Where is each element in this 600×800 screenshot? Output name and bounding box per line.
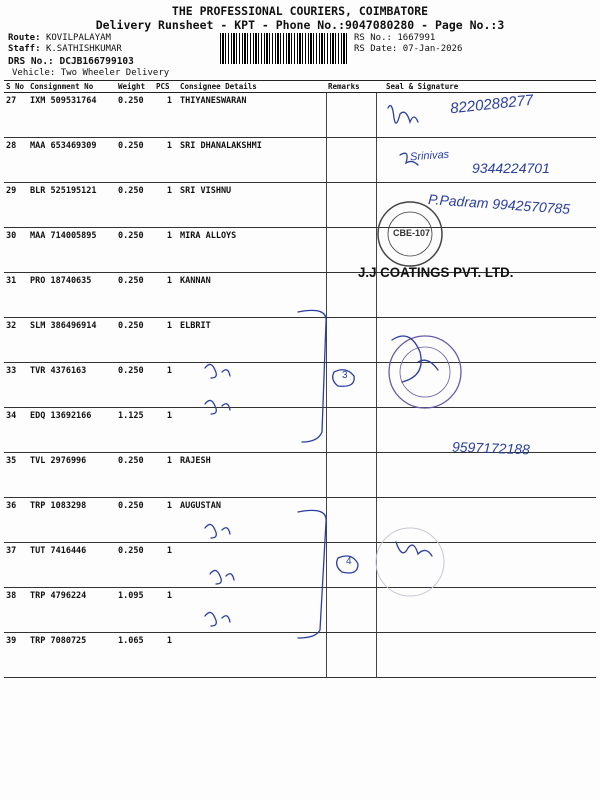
row-sno: 38 xyxy=(4,588,28,633)
rs-date-value: 07-Jan-2026 xyxy=(402,44,463,54)
row-sno: 31 xyxy=(4,273,28,318)
col-remarks: Remarks xyxy=(326,81,376,93)
row-weight: 1.065 xyxy=(116,633,154,678)
row-weight: 0.250 xyxy=(116,273,154,318)
barcode xyxy=(220,33,348,64)
row-pcs: 1 xyxy=(154,453,178,498)
row-sno: 34 xyxy=(4,408,28,453)
vehicle-label: Vehicle: xyxy=(12,68,56,78)
row-pcs: 1 xyxy=(154,318,178,363)
row-consignment: TRP 1083298 xyxy=(28,498,116,543)
row-remarks xyxy=(326,588,376,633)
rs-no-line xyxy=(354,33,435,44)
drs-label: DRS No.: xyxy=(8,56,54,67)
row-sno: 35 xyxy=(4,453,28,498)
row-remarks xyxy=(326,633,376,678)
row-pcs: 1 xyxy=(154,183,178,228)
row-remarks xyxy=(326,183,376,228)
staff-line xyxy=(8,44,122,55)
row-signature xyxy=(376,588,596,633)
row-weight: 0.250 xyxy=(116,543,154,588)
drs-value: DCJB166799103 xyxy=(59,56,134,67)
remark-number-4: 4 xyxy=(346,556,352,567)
table-row xyxy=(4,633,596,678)
row-remarks xyxy=(326,363,376,408)
row-pcs: 1 xyxy=(154,273,178,318)
row-signature xyxy=(376,543,596,588)
row-signature xyxy=(376,363,596,408)
row-pcs: 1 xyxy=(154,633,178,678)
row-sno: 27 xyxy=(4,93,28,138)
table-header xyxy=(4,81,596,93)
table-row xyxy=(4,363,596,408)
stamp-code: CBE-107 xyxy=(393,228,431,238)
handwritten-phone-4: 9597172188 xyxy=(451,438,531,458)
table-row xyxy=(4,588,596,633)
row-weight: 0.250 xyxy=(116,318,154,363)
row-weight: 0.250 xyxy=(116,498,154,543)
row-weight: 1.095 xyxy=(116,588,154,633)
vehicle-line xyxy=(12,68,169,79)
row-weight: 0.250 xyxy=(116,183,154,228)
route-label: Route: xyxy=(8,33,41,43)
row-consignee xyxy=(178,543,326,588)
row-weight: 0.250 xyxy=(116,363,154,408)
row-pcs: 1 xyxy=(154,588,178,633)
col-consignee: Consignee Details xyxy=(178,81,326,93)
row-consignment: MAA 653469309 xyxy=(28,138,116,183)
col-weight: Weight xyxy=(116,81,154,93)
row-consignee: SRI DHANALAKSHMI xyxy=(178,138,326,183)
rs-date-label: RS Date: xyxy=(354,44,398,54)
row-consignee: AUGUSTAN xyxy=(178,498,326,543)
row-consignment: TRP 7080725 xyxy=(28,633,116,678)
col-sno: S No xyxy=(4,81,28,93)
row-signature xyxy=(376,633,596,678)
row-consignment: IXM 509531764 xyxy=(28,93,116,138)
table-row xyxy=(4,318,596,363)
rs-date-line xyxy=(354,44,462,55)
row-weight: 0.250 xyxy=(116,228,154,273)
row-consignee: ELBRIT xyxy=(178,318,326,363)
row-sno: 36 xyxy=(4,498,28,543)
row-pcs: 1 xyxy=(154,363,178,408)
row-consignment: TUT 7416446 xyxy=(28,543,116,588)
col-consignment: Consignment No xyxy=(28,81,116,93)
row-sno: 32 xyxy=(4,318,28,363)
row-consignee xyxy=(178,633,326,678)
row-pcs: 1 xyxy=(154,498,178,543)
table-row xyxy=(4,498,596,543)
row-weight: 0.250 xyxy=(116,93,154,138)
row-consignment: TRP 4796224 xyxy=(28,588,116,633)
row-consignee xyxy=(178,363,326,408)
row-remarks xyxy=(326,93,376,138)
handwritten-phone-2: 9344224701 xyxy=(472,160,550,176)
row-pcs: 1 xyxy=(154,543,178,588)
row-weight: 0.250 xyxy=(116,138,154,183)
row-consignee: SRI VISHNU xyxy=(178,183,326,228)
row-sno: 30 xyxy=(4,228,28,273)
row-remarks xyxy=(326,318,376,363)
staff-label: Staff: xyxy=(8,44,41,54)
col-pcs: PCS xyxy=(154,81,178,93)
row-weight: 0.250 xyxy=(116,453,154,498)
row-weight: 1.125 xyxy=(116,408,154,453)
row-remarks xyxy=(326,408,376,453)
company-stamp: J.J COATINGS PVT. LTD. xyxy=(358,264,514,280)
runsheet-subtitle: Delivery Runsheet - KPT - Phone No.:9047080280 - Page No.:3 xyxy=(95,18,505,32)
row-consignment: PRO 18740635 xyxy=(28,273,116,318)
handwritten-phone-1: 8220288277 xyxy=(449,91,535,118)
row-consignment: EDQ 13692166 xyxy=(28,408,116,453)
drs-line xyxy=(8,56,134,67)
row-pcs: 1 xyxy=(154,138,178,183)
row-consignee: KANNAN xyxy=(178,273,326,318)
row-sno: 28 xyxy=(4,138,28,183)
handwritten-name-2: Srinivas xyxy=(409,148,450,164)
table-row xyxy=(4,453,596,498)
row-consignee: MIRA ALLOYS xyxy=(178,228,326,273)
row-pcs: 1 xyxy=(154,228,178,273)
rs-no-value: 1667991 xyxy=(397,33,436,43)
row-sno: 37 xyxy=(4,543,28,588)
row-pcs: 1 xyxy=(154,408,178,453)
route-value: KOVILPALAYAM xyxy=(45,33,111,43)
row-consignee xyxy=(178,588,326,633)
row-remarks xyxy=(326,138,376,183)
row-consignee: RAJESH xyxy=(178,453,326,498)
remark-number-3: 3 xyxy=(342,370,348,381)
row-consignment: MAA 714005895 xyxy=(28,228,116,273)
row-consignment: TVL 2976996 xyxy=(28,453,116,498)
route-line xyxy=(8,33,111,44)
row-signature xyxy=(376,318,596,363)
row-pcs: 1 xyxy=(154,93,178,138)
row-sno: 39 xyxy=(4,633,28,678)
row-remarks xyxy=(326,498,376,543)
row-signature xyxy=(376,498,596,543)
staff-value: K.SATHISHKUMAR xyxy=(45,44,122,54)
row-consignment: TVR 4376163 xyxy=(28,363,116,408)
company-title: THE PROFESSIONAL COURIERS, COIMBATORE xyxy=(171,4,429,18)
handwritten-phone-3: P.Padram 9942570785 xyxy=(427,191,571,217)
row-sno: 29 xyxy=(4,183,28,228)
row-signature xyxy=(376,453,596,498)
table-row xyxy=(4,543,596,588)
row-consignment: SLM 386496914 xyxy=(28,318,116,363)
row-sno: 33 xyxy=(4,363,28,408)
vehicle-value: Two Wheeler Delivery xyxy=(60,68,170,78)
row-consignment: BLR 525195121 xyxy=(28,183,116,228)
rs-no-label: RS No.: xyxy=(354,33,392,43)
col-signature: Seal & Signature xyxy=(376,81,596,93)
row-consignee: THIYANESWARAN xyxy=(178,93,326,138)
row-remarks xyxy=(326,453,376,498)
row-consignee xyxy=(178,408,326,453)
